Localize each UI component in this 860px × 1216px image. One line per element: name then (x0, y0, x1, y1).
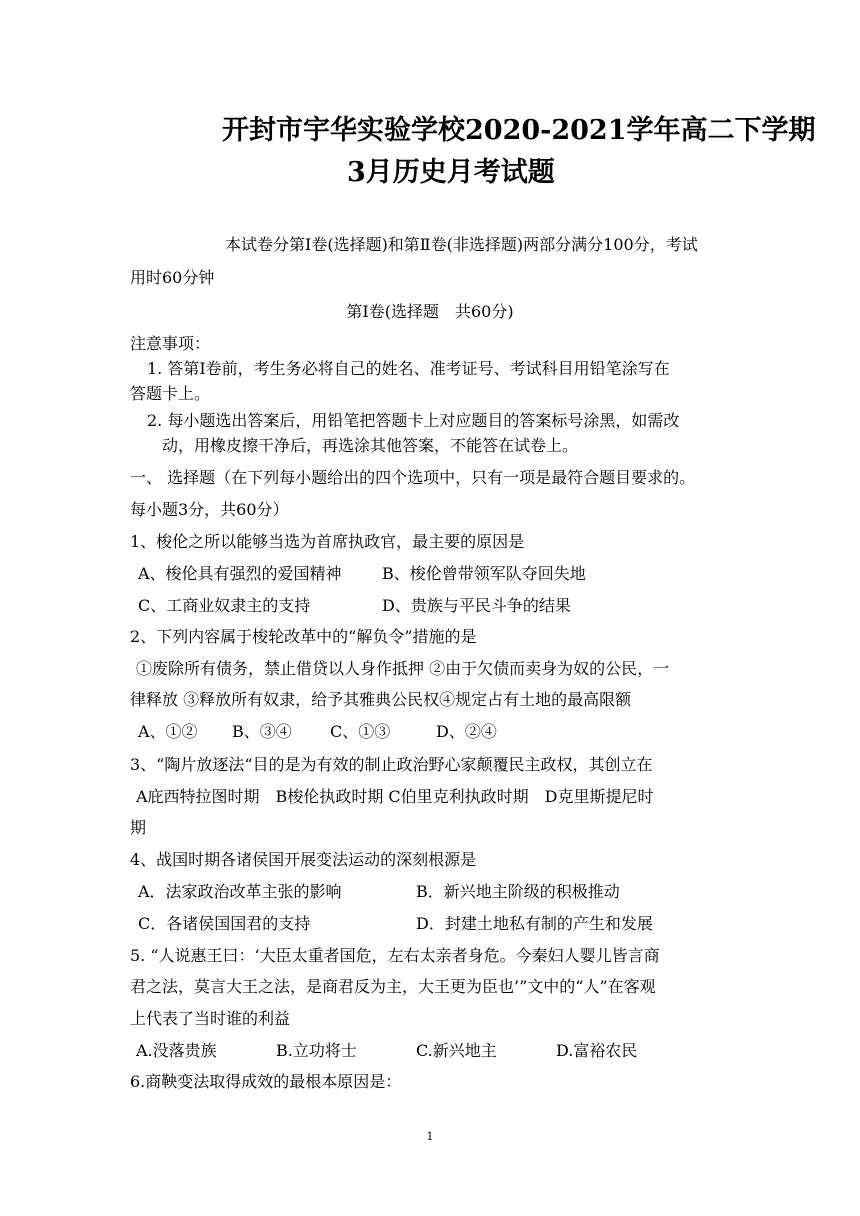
question-1-option-b: B、梭伦曾带领军队夺回失地 (382, 564, 586, 583)
page-number: 1 (426, 1130, 434, 1143)
question-4-option-d: D．封建土地私有制的产生和发展 (416, 914, 653, 933)
document-title-line-1: 开封市宇华实验学校2020-2021学年高二下学期 (222, 115, 816, 146)
question-2-line-3: 律释放 ③释放所有奴隶，给予其雅典公民权④规定占有土地的最高限额 (130, 690, 632, 709)
question-1-option-d: D、贵族与平民斗争的结果 (382, 596, 571, 615)
section1-line-1: 一、 选择题（在下列每小题给出的四个选项中，只有一项是最符合题目要求的。 (130, 468, 696, 487)
intro-line-2: 用时60分钟 (130, 268, 215, 287)
question-5-option-d: D.富裕农民 (556, 1041, 638, 1060)
document-title-line-2: 3月历史月考试题 (347, 157, 555, 188)
question-3-options-line-2: 期 (130, 818, 147, 837)
question-1-option-c: C、工商业奴隶主的支持 (138, 596, 311, 615)
question-2-option-b: B、③④ (232, 722, 292, 741)
question-4-option-b: B．新兴地主阶级的积极推动 (416, 882, 620, 901)
question-4-option-c: C．各诸侯国国君的支持 (138, 914, 311, 933)
question-4-option-a: A．法家政治改革主张的影响 (138, 882, 342, 901)
question-6-stem: 6.商鞅变法取得成效的最根本原因是： (130, 1072, 402, 1091)
notice-item-2-line-2: 动，用橡皮擦干净后，再选涂其他答案，不能答在试卷上。 (162, 436, 579, 455)
notice-heading: 注意事项： (130, 334, 211, 353)
part1-heading: 第Ⅰ卷(选择题 共60分) (346, 302, 514, 321)
question-2-option-d: D、②④ (436, 722, 497, 741)
question-4-stem: 4、战国时期各诸侯国开展变法运动的深刻根源是 (130, 850, 477, 869)
notice-item-1-line-2: 答题卡上。 (130, 384, 211, 403)
question-5-line-3: 上代表了当时谁的利益 (130, 1009, 291, 1028)
question-2-line-2: ①废除所有债务，禁止借贷以人身作抵押 ②由于欠债而卖身为奴的公民，一 (136, 659, 670, 678)
question-5-stem: 5. “人说惠王曰：‘大臣太重者国危，左右太亲者身危。今秦妇人婴儿皆言商 (130, 946, 660, 965)
question-1-stem: 1、梭伦之所以能够当选为首席执政官，最主要的原因是 (130, 532, 525, 551)
intro-line-1: 本试卷分第Ⅰ卷(选择题)和第Ⅱ卷(非选择题)两部分满分100分，考试 (225, 235, 698, 254)
question-5-option-c: C.新兴地主 (416, 1041, 497, 1060)
notice-item-2-line-1: 2. 每小题选出答案后，用铅笔把答题卡上对应题目的答案标号涂黑，如需改 (147, 411, 680, 430)
question-5-option-b: B.立功将士 (276, 1041, 357, 1060)
notice-item-1-line-1: 1. 答第Ⅰ卷前，考生务必将自己的姓名、准考证号、考试科目用铅笔涂写在 (147, 359, 670, 378)
question-2-stem: 2、下列内容属于梭轮改革中的“解负令”措施的是 (130, 627, 477, 646)
question-3-options-line: A庇西特拉图时期 B梭伦执政时期 C伯里克利执政时期 D克里斯提尼时 (136, 787, 654, 806)
section1-line-2: 每小题3分，共60分） (130, 500, 289, 519)
question-1-option-a: A、梭伦具有强烈的爱国精神 (138, 564, 342, 583)
question-3-stem: 3、“陶片放逐法“目的是为有效的制止政治野心家颠覆民主政权，其创立在 (130, 755, 653, 774)
question-2-option-c: C、①③ (330, 722, 391, 741)
question-5-line-2: 君之法，莫言大王之法，是商君反为主，大王更为臣也’”文中的“人”在客观 (130, 977, 656, 996)
question-5-option-a: A.没落贵族 (136, 1041, 217, 1060)
question-2-option-a: A、①② (138, 722, 198, 741)
